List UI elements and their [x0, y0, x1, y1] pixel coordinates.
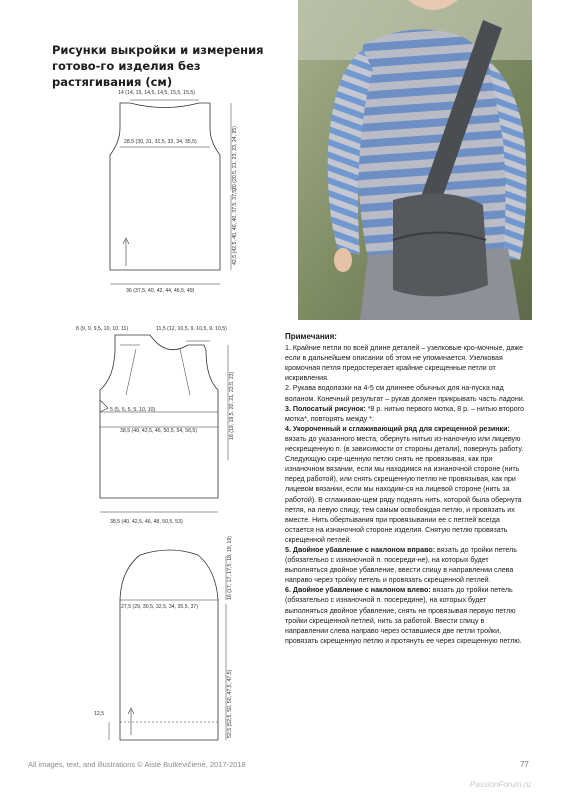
- note-4-title: 4. Укороченный и сглаживающий ряд для скрещенной резинки:: [285, 424, 510, 433]
- note-5-text: вязать до тройки петель (обязательно с изнаночной п. посереди-не), на которых будет выполняться двойное убавление, ввести спицу в направлении слева направо через тройку петель и провязать скрещенной петлей.: [285, 545, 517, 585]
- sleeve-length-label: 52,5 (52,5, 50, 50, 47,5, 47,5): [227, 669, 233, 738]
- note-4: [285, 424, 529, 545]
- notes-section: [285, 332, 529, 646]
- note-4-text: вязать до указанного места, обернуть нитью из-наночную или лицевую нескрещенную п. (в зависимости от стороны детали), повернуть работу. Следующую скре-щенную петлю снять не провязывая, как при изнаночном вязании, если мы находимся на изнаночной стороне (нить перед работой), или снять скрещенную петлю не провязывая, как при лицевом вязании, если мы находим-ся на лицевой стороне (нить за работой). В сглаживаю-щем ряду поднять нить, которой была обернута петля, на левую спицу, тем самым освобождая петлю, и провязать их вместе. Нить обертывания при провязывании ее с петлей всегда остается на изнаночной стороне изделия. Снятую петлю провязать скрещенной петлей.: [285, 434, 524, 544]
- front-width-label: 38,5 (40, 42,5, 46, 50,5, 54, 56,5): [120, 428, 198, 434]
- back-piece-outline: [110, 103, 220, 270]
- copyright-footer: All images, text, and illustrations © Aistė Butkevičienė, 2017-2018: [28, 760, 246, 769]
- note-5-title: 5. Двойное убавление с наклоном вправо:: [285, 545, 438, 554]
- front-shoulder-left-label: 8 (9, 9, 9,5, 10, 10, 11): [76, 326, 129, 332]
- sleeve-cuff-label: 12,5: [94, 711, 105, 717]
- note-6-title: 6. Двойное убавление с наклоном влево:: [285, 586, 433, 595]
- front-shoulder-right-label: 11,5 (12, 10,5, 9, 10,5, 9, 10,5): [156, 326, 227, 332]
- page-title: Рисунки выкройки и измерения готово-го изделия без растягивания (см): [52, 43, 264, 89]
- note-2: 2. Рукава водолазки на 4-5 см длиннее обычных для на-пуска над воланом. Конечный результат – рукав должен прикрывать часть ладони.: [285, 384, 525, 403]
- front-armhole-label: 18 (19, 19,5, 20, 21, 22,5, 23): [229, 371, 235, 440]
- notes-heading: Примечания:: [285, 332, 337, 341]
- watermark: PassionForum.ru: [470, 780, 531, 789]
- back-bottom-label: 36 (37,5, 40, 42, 44, 46,5, 49): [126, 288, 195, 294]
- front-bottom-label: 38,5 (40, 42,5, 46, 48, 50,5, 53): [110, 519, 183, 525]
- note-3-text: *8 р. нитью первого мотка, 8 р. – нитью второго мотка*, повторять между *.: [285, 404, 525, 423]
- back-armhole-label: 20 (20,5, 21, 23, 23, 24, 25): [232, 125, 238, 190]
- sweater-photo: [298, 0, 532, 320]
- note-3-title: 3. Полосатый рисунок:: [285, 404, 368, 413]
- note-3: [285, 404, 529, 424]
- note-6: [285, 585, 529, 646]
- back-shoulder-label: 14 (14, 15, 14,5, 14,5, 15,5, 15,5): [118, 90, 196, 96]
- page-number: 77: [520, 760, 529, 769]
- back-width-label: 28,5 (30, 31, 31,5, 33, 34, 35,5): [124, 139, 197, 145]
- sleeve-cap-label: 16 (17, 17, 17,5, 18, 19, 19): [227, 535, 233, 600]
- note-6-text: вязать до тройки петель (обязательно с изнаночной п. посередине), на которых будет выполняться двойное убавление, снять не провязывая первую петлю тройки скрещенной петлей, нить за работой. Ввести спицу в направлении слева направо через оставшиеся две петли тройки, провязать скрещенную петлю и протянуть ее через скрещенную петлю.: [285, 586, 522, 645]
- back-side-label: 42,5 (42,5, 40, 40, 40, 37,5, 37,5): [232, 187, 238, 265]
- sleeve-outline: [120, 550, 218, 740]
- note-1: 1. Крайние петли по всей длине деталей – узелковые кро-мочные, даже если в дальнейшем описании об этом не упоминается. Узелковая кромочная петля предостерегает крайние скрещенные петли от искривления.: [285, 344, 524, 383]
- sleeve-width-label: 27,5 (29, 30,5, 32,5, 34, 35,5, 37): [121, 604, 199, 610]
- front-dart-label: 5 (5, 5, 5, 5, 10, 10): [110, 407, 156, 413]
- front-piece-outline: [100, 335, 218, 498]
- note-5: [285, 545, 529, 585]
